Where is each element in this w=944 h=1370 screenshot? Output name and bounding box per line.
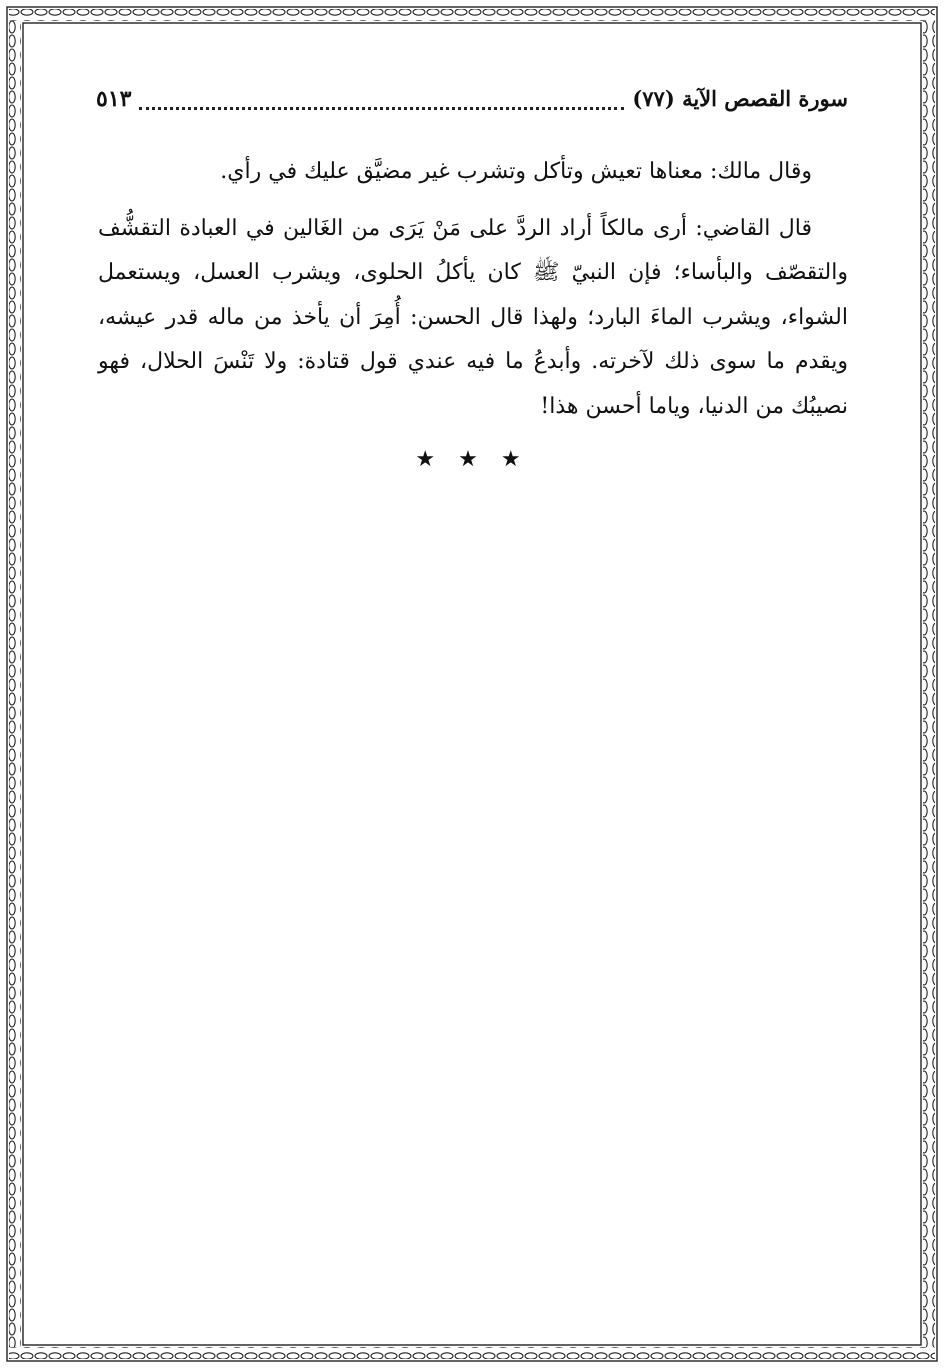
leader-dots [139,107,624,110]
section-separator: ★ ★ ★ [415,447,529,472]
running-title: سورة القصص الآية (٧٧) [632,86,848,111]
running-header [96,82,848,116]
paragraph: وقال مالك: معناها تعيش وتأكل وتشرب غير مضيَّق عليك في رأي. [220,159,812,184]
paragraph: قال القاضي: أرى مالكاً أراد الردَّ على مَنْ يَرَى من الغَالين في العبادة التقشُّف والتقصّف والبأساء؛ فإن النبيّ ﷺ كان يأكلُ الحلوى، ويشرب العسل، ويستعمل الشواء، ويشرب الماءَ البارد؛ ولهذا قال الحسن: أُمِرَ أن يأخذ من ماله قدر عيشه، ويقدم ما سوى ذلك لآخرته. وأبدعُ ما فيه عندي قول قتادة: ولا تَنْسَ الحلال، فهو نصيبُك من الدنيا، وياما أحسن هذا! [98,215,848,419]
page-number: ٥١٣ [96,86,132,112]
body-text [98,150,848,429]
